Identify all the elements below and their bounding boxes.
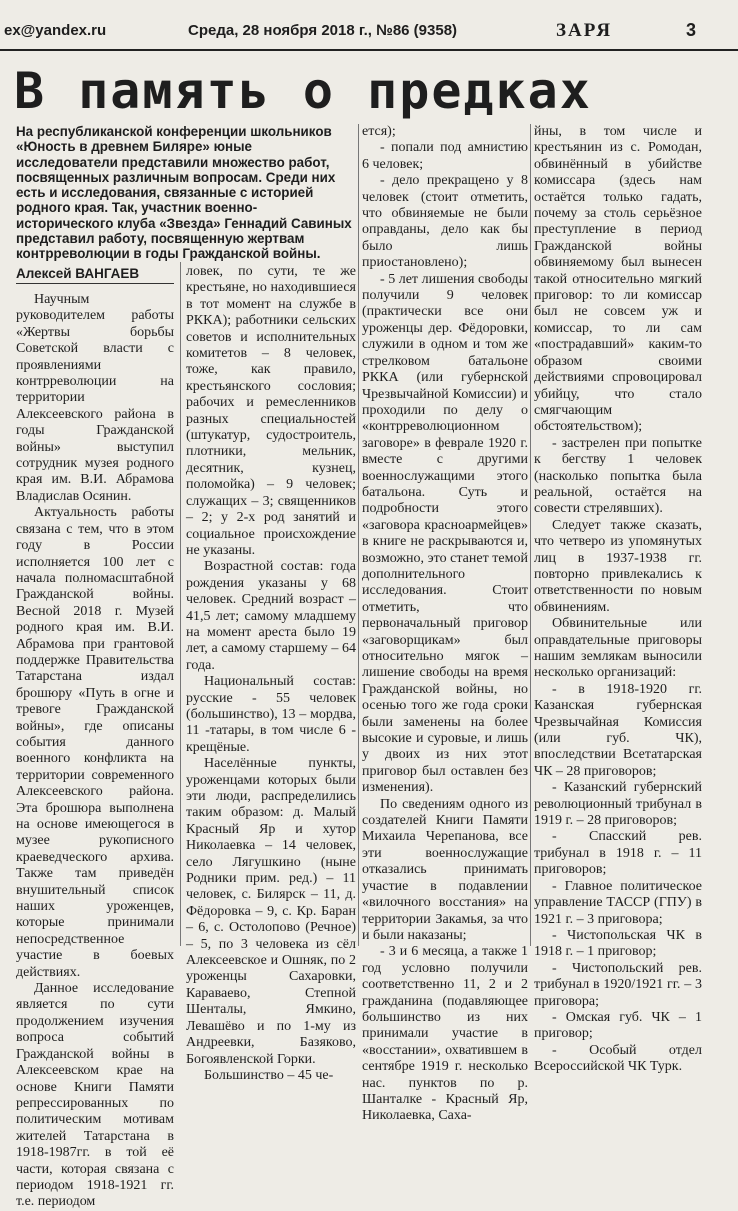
article-paragraph: - Спасский рев. трибунал в 1918 г. – 11 приговоров; [534, 829, 702, 878]
article-column-2 [186, 264, 356, 1083]
article-paragraph: - Чистопольская ЧК в 1918 г. – 1 приговор; [534, 927, 702, 960]
page-header [0, 0, 738, 48]
article-paragraph: Возрастной состав: года рождения указаны у 68 человек. Средний возраст – 41,5 лет; самому младшему на момент ареста было 19 лет, а самому старшему – 64 года. [186, 559, 356, 673]
article-headline: В память о предках [14, 62, 592, 120]
article-paragraph: - попали под амнистию 6 человек; [362, 140, 528, 172]
article-lead: На республиканской конференции школьников «Юность в древнем Биляре» юные исследователи представили множество работ, посвященных различным вопросам. Среди них есть и исследования, связанные с историей родного края. Так, участник военно-исторического клуба «Звезда» Геннадий Савиных представил работу, посвященную жертвам контрреволюции в годы Гражданской войны. [16, 124, 352, 262]
column-divider [180, 262, 181, 946]
article-paragraph: - 5 лет лишения свободы получили 9 человек (практически все они уроженцы дер. Фёдоровки, служили в одном и том же стрелковом батальоне РККА (или губернской Чрезвычайной Комиссии) и проходили по делу о «контрреволюционном заговоре» в феврале 1920 г. вместе с другими военнослужащими этого батальона. Суть и подробности этого «заговора красноармейцев» в книге не раскрываются и, возможно, это станет темой дополнительного исследования. Стоит отметить, что первоначальный приговор «заговорщикам» был относительно мягок – лишение свободы на время Гражданской войны, но осенью того же года сроки были заменены на более высокие и суровые, и лишь у двоих из них этот приговор был оставлен без изменения). [362, 271, 528, 796]
article-paragraph: Большинство – 45 че- [204, 1067, 334, 1083]
column-divider [530, 124, 531, 946]
article-paragraph: ется); [362, 124, 396, 139]
header-email: ex@yandex.ru [4, 22, 107, 39]
article-paragraph: - Чистопольский рев. трибунал в 1920/1921 гг. – 3 приговора; [534, 960, 702, 1009]
article-paragraph: Данное исследование является по сути продолжением изучения вопроса событий Гражданской войны в Алексеевском крае на основе Книги Памяти репрессированных по политическим мотивам жителей Татарстана в 1918-1987гг. в той её части, которая связана с периодом 1918-1921 гг. т.е. периодом [16, 981, 174, 1210]
header-newspaper-name: ЗАРЯ [556, 20, 613, 41]
article-paragraph: - Особый отдел Всероссийской ЧК Турк. [534, 1042, 702, 1075]
article-paragraph: йны, в том числе и крестьянин из с. Ромодан, обвинённый в убийстве комиссара (здесь нам остаётся только гадать, почему за столь серьёзное преступление в период Гражданской войны обвиняемому был вынесен такой относительно мягкий приговор: то ли комиссар был не совсем уж и комиссар, то ли сам «пострадавший» каким-то образом своими действиями спровоцировал убийцу, что стало смягчающим обстоятельством); [534, 124, 702, 435]
header-divider [0, 49, 738, 51]
article-author: Алексей ВАНГАЕВ [16, 266, 174, 284]
article-paragraph: - Главное политическое управление ТАССР (ГПУ) в 1921 г. – 3 приговора; [534, 878, 702, 927]
article-paragraph: ловек, по сути, те же крестьяне, но находившиеся в тот момент на службе в РККА); работники сельских советов и исполнительных комитетов – 8 человек, тоже, как правило, крестьянского сословия; рабочих и ремесленников разных специальностей (штукатур, судостроитель, плотники, мельник, десятник, кузнец, поломойка) – 9 человек; служащих – 3; священников – 2; у 2-х род занятий и социальное происхождение не указаны. [186, 264, 356, 558]
article-paragraph: - застрелен при попытке к бегству 1 человек (насколько попытка была реальной, остаётся на совести стрелявших). [534, 435, 702, 517]
article-paragraph: Национальный состав: русские - 55 человек (большинство), 13 – мордва, 11 -татары, в том числе 6 - крещёные. [186, 674, 356, 755]
article-paragraph: - 3 и 6 месяца, а также 1 год условно получили соответственно 11, 2 и 2 гражданина (подавляющее большинство из них принимали участие в «восстании», охватившем в сентябре 1919 г. несколько нас. пунктов по р. Шанталке - Красный Яр, Николаевка, Саха- [362, 944, 528, 1124]
article-column-1 [16, 292, 174, 1210]
article-paragraph: По сведениям одного из создателей Книги Памяти Михаила Черепанова, все эти военнослужащие отказались принимать участие в подавлении «вилочного восстания» на территории Закамья, за что и были наказаны; [362, 796, 528, 943]
article-column-3 [362, 124, 528, 1124]
article-paragraph: Научным руководителем работы «Жертвы борьбы Советской власти с проявлениями контрреволюции на территории Алексеевского района в годы Гражданской войны» выступил сотрудник музея родного края им. В.И. Абрамова Владислав Осянин. [16, 292, 174, 504]
article-paragraph: - дело прекращено у 8 человек (стоит отметить, что обвиняемые не были оправданы, дело как бы было лишь приостановлено); [362, 173, 528, 271]
article-paragraph: - в 1918-1920 гг. Казанская губернская Чрезвычайная Комиссия (или губ. ЧК), впоследствии Всетатарская ЧК – 28 приговоров; [534, 681, 702, 779]
article-paragraph: Актуальность работы связана с тем, что в этом году в России исполняется 100 лет с начала полномасштабной Гражданской войны. Весной 2018 г. Музей родного края им. В.И. Абрамова при грантовой поддержке Правительства Татарстана издал брошюру «Путь в огне и тревоге Гражданской войны», где описаны события данного военного конфликта на территории современного Алексеевского района. Эта брошюра выполнена на основе имеющегося в музее рукописного краеведческого архива. Также там приведён внушительный список наших уроженцев, которые принимали непосредственное участие в боевых действиях. [16, 505, 174, 980]
column-divider [358, 124, 359, 946]
article-paragraph: Населённые пункты, уроженцами которых были эти люди, распределились таким образом: д. Малый Красный Яр и хутор Николаевка – 14 человек, село Лягушкино (ныне Родники прим. ред.) – 11 человек, с. Билярск – 11, д. Фёдоровка – 9, с. Кр. Баран – 6, с. Остолопово (Речное) – 5, по 3 человека из сёл Алексеевское и Ошняк, по 2 уроженцы Сахаровки, Караваево, Степной Шенталы, Ямкино, Левашёво и по 1-му из Андреевки, Базяково, Богоявленской Горки. [186, 756, 356, 1067]
header-date-issue: Среда, 28 ноября 2018 г., №86 (9358) [188, 22, 458, 39]
article-paragraph: - Казанский губернский революционный трибунал в 1919 г. – 28 приговоров; [534, 780, 702, 829]
article-paragraph: - Омская губ. ЧК – 1 приговор; [534, 1009, 702, 1042]
article-paragraph: Обвинительные или оправдательные приговоры нашим землякам выносили несколько организаций: [534, 616, 702, 681]
article-column-4 [534, 124, 702, 1075]
header-page-number: 3 [686, 20, 697, 40]
article-paragraph: Следует также сказать, что четверо из упомянутых лиц в 1937-1938 гг. повторно привлекались к ответственности по новым обвинениям. [534, 517, 702, 615]
